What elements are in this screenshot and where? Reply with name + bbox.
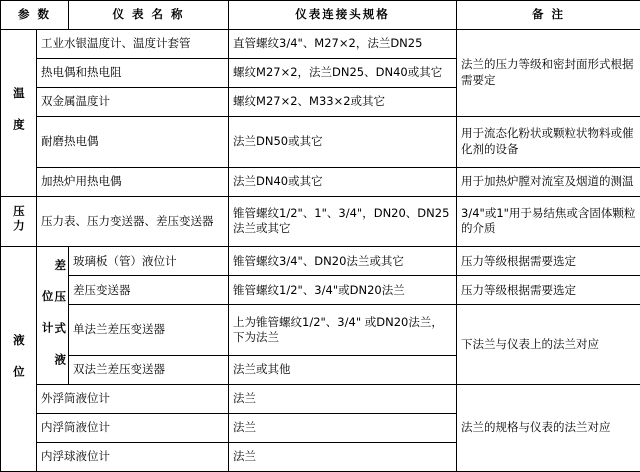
connection-spec: 法兰 [229,413,457,442]
connection-spec: 锥管螺纹1/2"、3/4"或DN20法兰 [229,276,457,305]
remark: 法兰的压力等级和密封面形式根据需要定 [457,29,640,116]
table-row [1,276,640,305]
remark: 法兰的规格与仪表的法兰对应 [457,385,640,472]
instrument-name: 加热炉用热电偶 [37,167,229,196]
table-row [1,29,640,58]
instrument-name: 玻璃板（管）液位计 [69,247,229,276]
header-remark: 备 注 [457,1,640,30]
remark: 下法兰与仪表上的法兰对应 [457,305,640,385]
table-row [1,385,640,414]
category-level: 液 位 [1,247,37,472]
connection-spec: 法兰 [229,385,457,414]
table-row [1,247,640,276]
connection-spec: 螺纹M27×2，法兰DN25、DN40或其它 [229,58,457,87]
category-temperature: 温 度 [1,29,37,196]
table-row [1,167,640,196]
category-pressure: 压力 [1,196,37,247]
connection-spec: 锥管螺纹1/2"、1"、3/4"，DN20、DN25法兰或其它 [229,196,457,247]
instrument-name: 耐磨热电偶 [37,116,229,167]
connection-spec: 法兰 [229,442,457,471]
connection-spec: 直管螺纹3/4"、M27×2，法兰DN25 [229,29,457,58]
table-row [1,305,640,356]
connection-spec: 锥管螺纹3/4"、DN20法兰或其它 [229,247,457,276]
subcategory-differential-pressure-level: 差 压 式 液 位 计 [37,247,69,385]
instrument-name: 内浮球液位计 [37,442,229,471]
instrument-name: 双金属温度计 [37,87,229,116]
instrument-name: 双法兰差压变送器 [69,356,229,385]
instrument-name: 内浮筒液位计 [37,413,229,442]
remark: 压力等级根据需要选定 [457,276,640,305]
remark: 3/4"或1"用于易结焦或含固体颗粒的介质 [457,196,640,247]
connection-spec: 螺纹M27×2、M33×2或其它 [229,87,457,116]
instrument-name: 单法兰差压变送器 [69,305,229,356]
remark: 用于加热炉膛对流室及烟道的测温 [457,167,640,196]
table-row [1,116,640,167]
header-instrument-name: 仪 表 名 称 [69,1,229,30]
instrument-name: 外浮筒液位计 [37,385,229,414]
connection-spec: 法兰DN50或其它 [229,116,457,167]
remark: 压力等级根据需要选定 [457,247,640,276]
table-header-row [1,1,640,30]
header-parameter: 参 数 [1,1,69,30]
connection-spec: 法兰或其他 [229,356,457,385]
header-connection-spec: 仪表连接头规格 [229,1,457,30]
instrument-name: 差压变送器 [69,276,229,305]
connection-spec: 法兰DN40或其它 [229,167,457,196]
instrument-name: 热电偶和热电阻 [37,58,229,87]
instrument-name: 工业水银温度计、温度计套管 [37,29,229,58]
connection-spec: 上为锥管螺纹1/2"、3/4" 或DN20法兰，下为法兰 [229,305,457,356]
remark: 用于流态化粉状或颗粒状物料或催化剂的设备 [457,116,640,167]
instrument-name: 压力表、压力变送器、差压变送器 [37,196,229,247]
table-row [1,196,640,247]
